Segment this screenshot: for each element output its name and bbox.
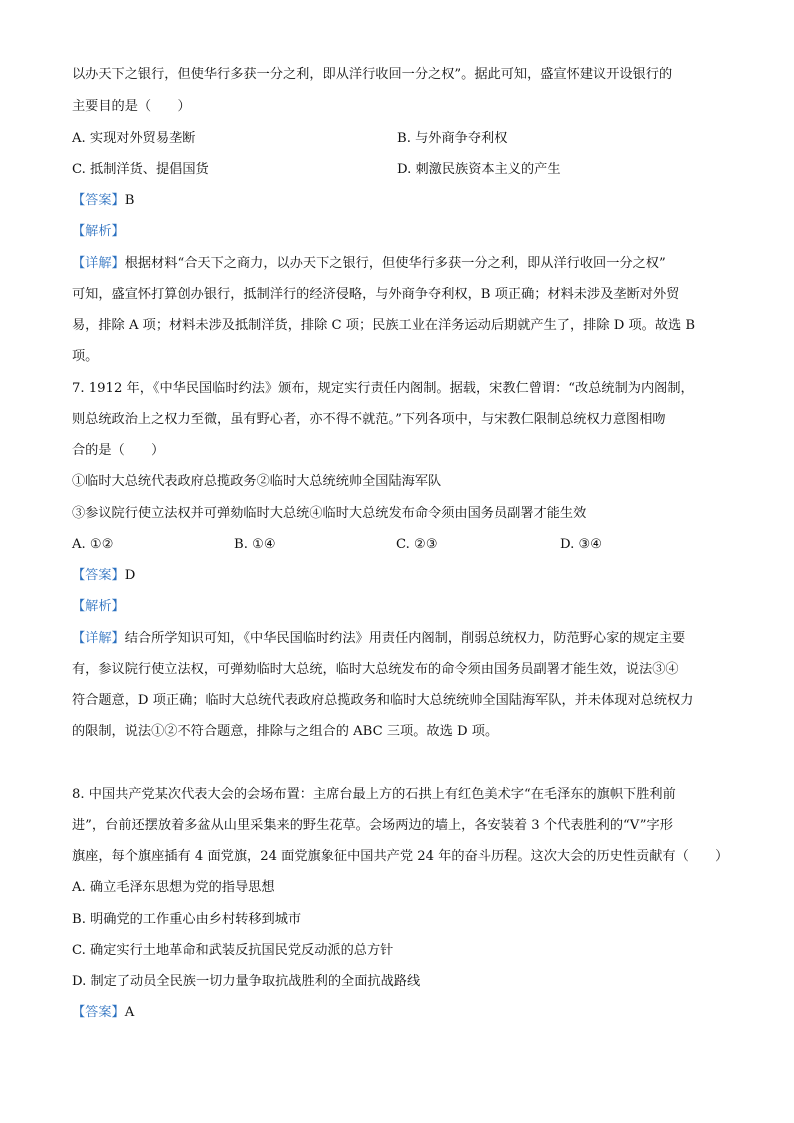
answer-value: A [124,1005,135,1020]
q7-analysis-tag: 【解析】 [72,599,125,614]
q7-answer [72,567,135,585]
q8-stem-line-2: 进”，台前还摆放着多盆从山里采集来的野生花草。会场两边的墙上，各安装着 3 个代表胜利的“V”字形 [72,818,673,833]
q7-stem-line-2: 则总统政治上之权力至微，虽有野心者，亦不得不就范。”下列各项中，与宋教仁限制总统权力意图相吻 [72,412,666,427]
q7-detail-line-4: 的限制，说法①②不符合题意，排除与之组合的 ABC 三项。故选 D 项。 [72,724,499,739]
answer-tag: 【答案】 [72,568,125,583]
q8-option-b: B. 明确党的工作重心由乡村转移到城市 [72,912,302,927]
detail-text: 根据材料“合天下之商力，以办天下之银行，但使华行多获一分之利，即从洋行收回一分之权” [124,256,666,271]
q6-option-b: B. 与外商争夺利权 [397,131,508,146]
q7-item-line-1: ①临时大总统代表政府总揽政务②临时大总统统帅全国陆海军队 [72,474,442,489]
q6-option-d: D. 刺激民族资本主义的产生 [397,162,561,177]
q6-options-row-1 [72,130,732,148]
answer-tag: 【答案】 [72,193,125,208]
q8-option-d: D. 制定了动员全民族一切力量争取抗战胜利的全面抗战路线 [72,974,421,989]
q6-detail-line-2: 可知，盛宣怀打算创办银行，抵制洋行的经济侵略，与外商争夺利权，B 项正确；材料未涉及垄断对外贸 [72,287,680,302]
detail-tag: 【详解】 [72,256,125,271]
q7-option-a: A. ①② [72,537,114,552]
q6-option-c: C. 抵制洋货、提倡国货 [72,162,209,177]
q6-option-a: A. 实现对外贸易垄断 [72,131,196,146]
q7-stem-line-3: 合的是（ ） [72,443,165,458]
q7-detail-line-1 [72,630,685,648]
answer-value: D [124,568,136,583]
detail-text: 结合所学知识可知，《中华民国临时约法》用责任内阁制，削弱总统权力，防范野心家的规定主要 [124,631,686,646]
q8-stem-line-1: 8. 中国共产党某次代表大会的会场布置：主席台最上方的石拱上有红色美术字“在毛泽东的旗帜下胜利前 [72,787,676,802]
q6-options-row-2 [72,161,732,179]
q8-answer [72,1004,134,1022]
answer-value: B [124,193,135,208]
q6-detail-line-1 [72,255,666,273]
q7-option-d: D. ③④ [560,537,603,552]
q6-analysis-tag: 【解析】 [72,224,125,239]
q6-stem-line-1: 以办天下之银行，但使华行多获一分之利，即从洋行收回一分之权”。据此可知，盛宣怀建议开设银行的 [72,67,673,82]
q6-detail-line-3: 易，排除 A 项；材料未涉及抵制洋货，排除 C 项；民族工业在洋务运动后期就产生了，排除 D 项。故选 B [72,318,696,333]
q7-stem-line-1: 7. 1912 年，《中华民国临时约法》颁布，规定实行责任内阁制。据载，宋教仁曾谓：“改总统制为内阁制， [72,381,694,396]
q8-stem-line-3: 旗座，每个旗座插有 4 面党旗，24 面党旗象征中国共产党 24 年的奋斗历程。这次大会的历史性贡献有（ ） [72,849,729,864]
q6-detail-line-4: 项。 [72,349,99,364]
q7-item-line-2: ③参议院行使立法权并可弹劾临时大总统④临时大总统发布命令须由国务员副署才能生效 [72,506,587,521]
q6-answer [72,192,134,210]
q8-option-c: C. 确定实行土地革命和武装反抗国民党反动派的总方针 [72,943,394,958]
q7-option-b: B. ①④ [234,537,276,552]
q8-option-a: A. 确立毛泽东思想为党的指导思想 [72,880,275,895]
q7-detail-line-2: 有，参议院行使立法权，可弹劾临时大总统，临时大总统发布的命令须由国务员副署才能生效，说法③④ [72,662,679,677]
q7-option-c: C. ②③ [396,537,438,552]
detail-tag: 【详解】 [72,631,125,646]
answer-tag: 【答案】 [72,1005,125,1020]
q6-stem-line-2: 主要目的是（ ） [72,99,191,114]
q7-detail-line-3: 符合题意，D 项正确；临时大总统代表政府总揽政务和临时大总统统帅全国陆海军队，并未体现对总统权力 [72,693,694,708]
